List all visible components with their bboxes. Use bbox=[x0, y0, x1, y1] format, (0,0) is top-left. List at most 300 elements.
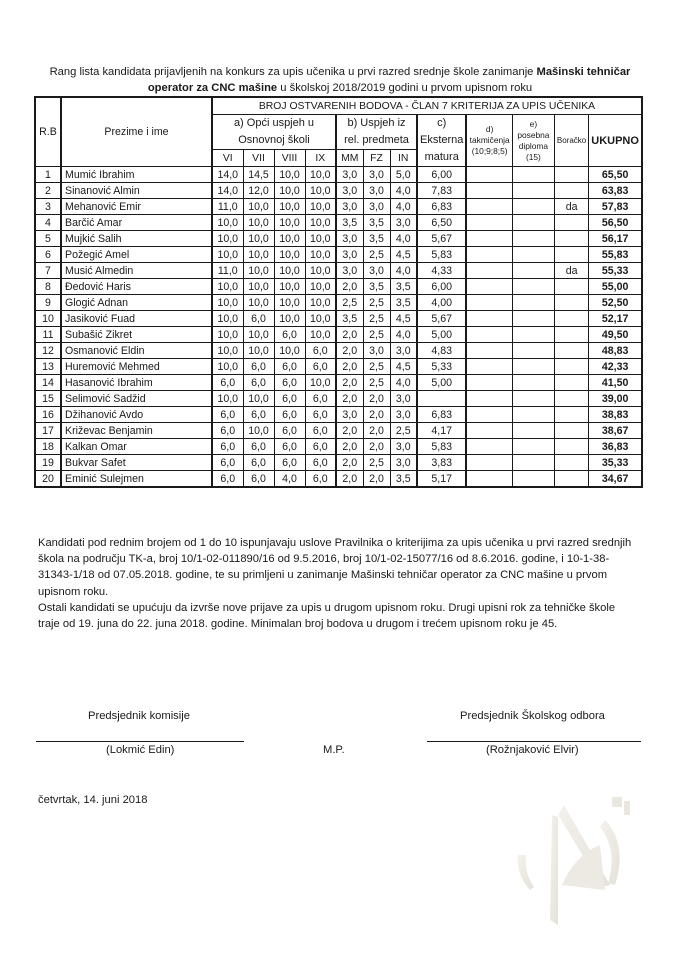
in-cell: 3,0 bbox=[390, 455, 417, 471]
boracko-cell bbox=[554, 407, 588, 423]
vii-cell: 10,0 bbox=[243, 231, 274, 247]
diploma-cell bbox=[512, 407, 554, 423]
table-row bbox=[35, 279, 642, 295]
fz-cell: 2,5 bbox=[363, 327, 390, 343]
matura-cell: 5,83 bbox=[417, 439, 466, 455]
ix-cell: 10,0 bbox=[305, 215, 336, 231]
vi-cell: 14,0 bbox=[212, 167, 243, 183]
takmicenja-cell bbox=[466, 215, 512, 231]
mm-cell: 3,5 bbox=[336, 215, 363, 231]
fz-cell: 3,0 bbox=[363, 199, 390, 215]
vii-cell: 6,0 bbox=[243, 375, 274, 391]
rb-cell: 20 bbox=[35, 471, 61, 488]
name-cell: Eminić Sulejmen bbox=[61, 471, 212, 488]
name-cell: Selimović Sadžid bbox=[61, 391, 212, 407]
vii-cell: 6,0 bbox=[243, 471, 274, 488]
takmicenja-cell bbox=[466, 359, 512, 375]
fz-cell: 3,5 bbox=[363, 215, 390, 231]
ix-cell: 10,0 bbox=[305, 295, 336, 311]
fz-cell: 3,0 bbox=[363, 167, 390, 183]
in-cell: 3,5 bbox=[390, 295, 417, 311]
table-row bbox=[35, 391, 642, 407]
fz-cell: 2,0 bbox=[363, 407, 390, 423]
vi-cell: 10,0 bbox=[212, 359, 243, 375]
vii-cell: 10,0 bbox=[243, 391, 274, 407]
fz-cell: 2,5 bbox=[363, 359, 390, 375]
boracko-cell bbox=[554, 247, 588, 263]
viii-cell: 10,0 bbox=[274, 183, 305, 199]
ix-cell: 6,0 bbox=[305, 407, 336, 423]
name-cell: Subašić Zikret bbox=[61, 327, 212, 343]
vii-cell: 6,0 bbox=[243, 407, 274, 423]
in-cell: 3,5 bbox=[390, 471, 417, 488]
in-cell: 4,5 bbox=[390, 311, 417, 327]
diploma-cell bbox=[512, 183, 554, 199]
name-cell: Bukvar Safet bbox=[61, 455, 212, 471]
header-c: c) Eksterna matura bbox=[417, 115, 466, 167]
rb-cell: 13 bbox=[35, 359, 61, 375]
ix-cell: 6,0 bbox=[305, 471, 336, 488]
name-cell: Požegić Amel bbox=[61, 247, 212, 263]
rb-cell: 6 bbox=[35, 247, 61, 263]
mm-cell: 3,0 bbox=[336, 407, 363, 423]
boracko-cell bbox=[554, 471, 588, 488]
in-cell: 4,5 bbox=[390, 247, 417, 263]
right-signature-name: (Rožnjaković Elvir) bbox=[486, 744, 579, 756]
ukupno-cell: 57,83 bbox=[589, 199, 642, 215]
matura-cell: 7,83 bbox=[417, 183, 466, 199]
ukupno-cell: 48,83 bbox=[589, 343, 642, 359]
viii-cell: 10,0 bbox=[274, 279, 305, 295]
name-cell: Glogić Adnan bbox=[61, 295, 212, 311]
vii-cell: 10,0 bbox=[243, 263, 274, 279]
diploma-cell bbox=[512, 471, 554, 488]
diploma-cell bbox=[512, 359, 554, 375]
diploma-cell bbox=[512, 279, 554, 295]
vii-cell: 10,0 bbox=[243, 199, 274, 215]
takmicenja-cell bbox=[466, 439, 512, 455]
boracko-cell bbox=[554, 327, 588, 343]
ukupno-cell: 35,33 bbox=[589, 455, 642, 471]
vi-cell: 10,0 bbox=[212, 311, 243, 327]
in-cell: 3,0 bbox=[390, 343, 417, 359]
boracko-cell bbox=[554, 295, 588, 311]
boracko-cell bbox=[554, 183, 588, 199]
header-vi: VI bbox=[212, 150, 243, 167]
table-row bbox=[35, 247, 642, 263]
takmicenja-cell bbox=[466, 327, 512, 343]
boracko-cell bbox=[554, 279, 588, 295]
name-cell: Mehanović Emir bbox=[61, 199, 212, 215]
boracko-cell bbox=[554, 231, 588, 247]
name-cell: Osmanović Eldin bbox=[61, 343, 212, 359]
fz-cell: 2,5 bbox=[363, 311, 390, 327]
viii-cell: 6,0 bbox=[274, 375, 305, 391]
mm-cell: 3,5 bbox=[336, 311, 363, 327]
in-cell: 3,5 bbox=[390, 279, 417, 295]
ukupno-cell: 55,00 bbox=[589, 279, 642, 295]
vii-cell: 10,0 bbox=[243, 327, 274, 343]
ukupno-cell: 52,17 bbox=[589, 311, 642, 327]
diploma-cell bbox=[512, 423, 554, 439]
fz-cell: 3,5 bbox=[363, 231, 390, 247]
ix-cell: 10,0 bbox=[305, 167, 336, 183]
boracko-cell bbox=[554, 311, 588, 327]
table-row bbox=[35, 167, 642, 183]
in-cell: 4,0 bbox=[390, 375, 417, 391]
viii-cell: 4,0 bbox=[274, 471, 305, 488]
rb-cell: 17 bbox=[35, 423, 61, 439]
mm-cell: 2,0 bbox=[336, 439, 363, 455]
matura-cell: 6,50 bbox=[417, 215, 466, 231]
boracko-cell bbox=[554, 423, 588, 439]
takmicenja-cell bbox=[466, 471, 512, 488]
name-cell: Sinanović Almin bbox=[61, 183, 212, 199]
takmicenja-cell bbox=[466, 391, 512, 407]
matura-cell: 4,00 bbox=[417, 295, 466, 311]
boracko-cell: da bbox=[554, 263, 588, 279]
fz-cell: 2,0 bbox=[363, 439, 390, 455]
vi-cell: 10,0 bbox=[212, 231, 243, 247]
takmicenja-cell bbox=[466, 375, 512, 391]
matura-cell: 4,83 bbox=[417, 343, 466, 359]
vii-cell: 10,0 bbox=[243, 215, 274, 231]
viii-cell: 6,0 bbox=[274, 407, 305, 423]
ix-cell: 10,0 bbox=[305, 231, 336, 247]
mm-cell: 3,0 bbox=[336, 167, 363, 183]
name-cell: Musić Almedin bbox=[61, 263, 212, 279]
diploma-cell bbox=[512, 343, 554, 359]
rb-cell: 19 bbox=[35, 455, 61, 471]
notice-text bbox=[38, 535, 638, 632]
diploma-cell bbox=[512, 231, 554, 247]
ukupno-cell: 36,83 bbox=[589, 439, 642, 455]
viii-cell: 10,0 bbox=[274, 295, 305, 311]
table-row bbox=[35, 375, 642, 391]
table-row bbox=[35, 455, 642, 471]
takmicenja-cell bbox=[466, 455, 512, 471]
takmicenja-cell bbox=[466, 407, 512, 423]
name-cell: Jasiković Fuad bbox=[61, 311, 212, 327]
vii-cell: 10,0 bbox=[243, 295, 274, 311]
takmicenja-cell bbox=[466, 295, 512, 311]
vi-cell: 6,0 bbox=[212, 455, 243, 471]
table-body bbox=[35, 167, 642, 488]
mm-cell: 2,0 bbox=[336, 327, 363, 343]
ukupno-cell: 56,17 bbox=[589, 231, 642, 247]
diploma-cell bbox=[512, 263, 554, 279]
vi-cell: 11,0 bbox=[212, 199, 243, 215]
diploma-cell bbox=[512, 391, 554, 407]
vi-cell: 6,0 bbox=[212, 439, 243, 455]
viii-cell: 10,0 bbox=[274, 231, 305, 247]
viii-cell: 10,0 bbox=[274, 215, 305, 231]
in-cell: 4,0 bbox=[390, 231, 417, 247]
table-row bbox=[35, 199, 642, 215]
in-cell: 4,5 bbox=[390, 359, 417, 375]
takmicenja-cell bbox=[466, 423, 512, 439]
rb-cell: 18 bbox=[35, 439, 61, 455]
mm-cell: 3,0 bbox=[336, 247, 363, 263]
in-cell: 3,0 bbox=[390, 407, 417, 423]
name-cell: Kalkan Omar bbox=[61, 439, 212, 455]
ix-cell: 6,0 bbox=[305, 455, 336, 471]
ix-cell: 6,0 bbox=[305, 391, 336, 407]
viii-cell: 6,0 bbox=[274, 359, 305, 375]
mm-cell: 3,0 bbox=[336, 199, 363, 215]
ukupno-cell: 38,67 bbox=[589, 423, 642, 439]
diploma-cell bbox=[512, 439, 554, 455]
ix-cell: 10,0 bbox=[305, 311, 336, 327]
ukupno-cell: 55,33 bbox=[589, 263, 642, 279]
matura-cell: 5,00 bbox=[417, 375, 466, 391]
ix-cell: 10,0 bbox=[305, 279, 336, 295]
boracko-cell bbox=[554, 359, 588, 375]
vii-cell: 6,0 bbox=[243, 455, 274, 471]
takmicenja-cell bbox=[466, 183, 512, 199]
viii-cell: 6,0 bbox=[274, 423, 305, 439]
viii-cell: 10,0 bbox=[274, 263, 305, 279]
rb-cell: 10 bbox=[35, 311, 61, 327]
title-text-end: u školskoj 2018/2019 godini u prvom upisnom roku bbox=[277, 82, 533, 94]
diploma-cell bbox=[512, 199, 554, 215]
ukupno-cell: 34,67 bbox=[589, 471, 642, 488]
table-row bbox=[35, 359, 642, 375]
matura-cell: 6,83 bbox=[417, 407, 466, 423]
fz-cell: 2,5 bbox=[363, 295, 390, 311]
rb-cell: 8 bbox=[35, 279, 61, 295]
matura-cell: 5,83 bbox=[417, 247, 466, 263]
ukupno-cell: 38,83 bbox=[589, 407, 642, 423]
right-signature-title: Predsjednik Školskog odbora bbox=[460, 710, 605, 722]
viii-cell: 10,0 bbox=[274, 199, 305, 215]
diploma-cell bbox=[512, 311, 554, 327]
mm-cell: 2,0 bbox=[336, 455, 363, 471]
takmicenja-cell bbox=[466, 231, 512, 247]
matura-cell: 6,83 bbox=[417, 199, 466, 215]
document-date: četvrtak, 14. juni 2018 bbox=[38, 794, 148, 806]
table-row bbox=[35, 471, 642, 488]
matura-cell: 5,17 bbox=[417, 471, 466, 488]
table-row bbox=[35, 295, 642, 311]
in-cell: 3,0 bbox=[390, 439, 417, 455]
name-cell: Barčić Amar bbox=[61, 215, 212, 231]
ukupno-cell: 55,83 bbox=[589, 247, 642, 263]
rb-cell: 15 bbox=[35, 391, 61, 407]
left-signature-title: Predsjednik komisije bbox=[88, 710, 190, 722]
vi-cell: 6,0 bbox=[212, 423, 243, 439]
matura-cell: 5,67 bbox=[417, 311, 466, 327]
rb-cell: 1 bbox=[35, 167, 61, 183]
vi-cell: 10,0 bbox=[212, 295, 243, 311]
diploma-cell bbox=[512, 327, 554, 343]
vi-cell: 10,0 bbox=[212, 247, 243, 263]
mm-cell: 2,0 bbox=[336, 359, 363, 375]
rb-cell: 9 bbox=[35, 295, 61, 311]
mm-cell: 3,0 bbox=[336, 263, 363, 279]
fz-cell: 3,5 bbox=[363, 279, 390, 295]
vii-cell: 6,0 bbox=[243, 359, 274, 375]
vii-cell: 6,0 bbox=[243, 311, 274, 327]
rb-cell: 7 bbox=[35, 263, 61, 279]
vi-cell: 14,0 bbox=[212, 183, 243, 199]
mm-cell: 2,0 bbox=[336, 423, 363, 439]
vi-cell: 10,0 bbox=[212, 215, 243, 231]
notice-paragraph-1: Kandidati pod rednim brojem od 1 do 10 ispunjavaju uslove Pravilnika o kriterijima za upis učenika u prvi razred srednjih škola na području TK-a, broj 10/1-02-011890/16 od 9.5.2016, broj 10/1-02-15077/16 od 8.6.2016. godine, i 10-1-38-31343-1/18 od 07.05.2018. godine, te su primljeni u zanimanje Mašinski tehničar operator za CNC mašine u prvom upisnom roku. bbox=[38, 537, 632, 598]
ranking-table bbox=[34, 96, 643, 488]
rb-cell: 3 bbox=[35, 199, 61, 215]
header-name: Prezime i ime bbox=[61, 97, 212, 167]
mm-cell: 3,0 bbox=[336, 183, 363, 199]
in-cell: 5,0 bbox=[390, 167, 417, 183]
viii-cell: 6,0 bbox=[274, 391, 305, 407]
table-row bbox=[35, 231, 642, 247]
fz-cell: 2,0 bbox=[363, 471, 390, 488]
boracko-cell bbox=[554, 439, 588, 455]
name-cell: Hasanović Ibrahim bbox=[61, 375, 212, 391]
fz-cell: 3,0 bbox=[363, 263, 390, 279]
ukupno-cell: 49,50 bbox=[589, 327, 642, 343]
matura-cell bbox=[417, 391, 466, 407]
fz-cell: 3,0 bbox=[363, 343, 390, 359]
ix-cell: 10,0 bbox=[305, 199, 336, 215]
header-fz: FZ bbox=[363, 150, 390, 167]
school-logo-icon bbox=[500, 775, 650, 935]
vi-cell: 11,0 bbox=[212, 263, 243, 279]
viii-cell: 10,0 bbox=[274, 247, 305, 263]
ukupno-cell: 39,00 bbox=[589, 391, 642, 407]
vii-cell: 10,0 bbox=[243, 343, 274, 359]
stamp-label: M.P. bbox=[323, 744, 345, 756]
mm-cell: 2,0 bbox=[336, 279, 363, 295]
header-d: d) takmičenja (10;9;8;5) bbox=[466, 115, 512, 167]
boracko-cell bbox=[554, 343, 588, 359]
in-cell: 4,0 bbox=[390, 183, 417, 199]
header-e: e) posebna diploma (15) bbox=[512, 115, 554, 167]
in-cell: 2,5 bbox=[390, 423, 417, 439]
takmicenja-cell bbox=[466, 263, 512, 279]
diploma-cell bbox=[512, 167, 554, 183]
document-title bbox=[30, 64, 650, 96]
diploma-cell bbox=[512, 295, 554, 311]
name-cell: Džihanović Avdo bbox=[61, 407, 212, 423]
title-text: Rang lista kandidata prijavljenih na konkurs za upis učenika u prvi razred srednje škole zanimanje bbox=[49, 66, 537, 78]
matura-cell: 4,17 bbox=[417, 423, 466, 439]
viii-cell: 10,0 bbox=[274, 167, 305, 183]
viii-cell: 6,0 bbox=[274, 327, 305, 343]
rb-cell: 16 bbox=[35, 407, 61, 423]
header-group-title: BROJ OSTVARENIH BODOVA - ČLAN 7 KRITERIJA ZA UPIS UČENIKA bbox=[212, 97, 642, 115]
matura-cell: 6,00 bbox=[417, 279, 466, 295]
ix-cell: 6,0 bbox=[305, 423, 336, 439]
header-ukupno: UKUPNO bbox=[589, 115, 642, 167]
rb-cell: 5 bbox=[35, 231, 61, 247]
ukupno-cell: 56,50 bbox=[589, 215, 642, 231]
in-cell: 4,0 bbox=[390, 199, 417, 215]
takmicenja-cell bbox=[466, 247, 512, 263]
takmicenja-cell bbox=[466, 199, 512, 215]
vii-cell: 14,5 bbox=[243, 167, 274, 183]
ukupno-cell: 52,50 bbox=[589, 295, 642, 311]
vi-cell: 10,0 bbox=[212, 279, 243, 295]
header-vii: VII bbox=[243, 150, 274, 167]
vi-cell: 6,0 bbox=[212, 407, 243, 423]
table-row bbox=[35, 311, 642, 327]
header-ix: IX bbox=[305, 150, 336, 167]
table-row bbox=[35, 183, 642, 199]
takmicenja-cell bbox=[466, 279, 512, 295]
diploma-cell bbox=[512, 455, 554, 471]
table-row bbox=[35, 439, 642, 455]
ix-cell: 6,0 bbox=[305, 359, 336, 375]
header-mm: MM bbox=[336, 150, 363, 167]
in-cell: 4,0 bbox=[390, 327, 417, 343]
fz-cell: 2,5 bbox=[363, 375, 390, 391]
vii-cell: 6,0 bbox=[243, 439, 274, 455]
name-cell: Đedović Haris bbox=[61, 279, 212, 295]
takmicenja-cell bbox=[466, 167, 512, 183]
table-row bbox=[35, 343, 642, 359]
fz-cell: 3,0 bbox=[363, 183, 390, 199]
left-signature-line bbox=[36, 741, 244, 742]
vi-cell: 6,0 bbox=[212, 375, 243, 391]
rb-cell: 14 bbox=[35, 375, 61, 391]
matura-cell: 5,67 bbox=[417, 231, 466, 247]
diploma-cell bbox=[512, 215, 554, 231]
boracko-cell bbox=[554, 375, 588, 391]
ix-cell: 6,0 bbox=[305, 343, 336, 359]
right-signature-line bbox=[427, 741, 641, 742]
viii-cell: 10,0 bbox=[274, 311, 305, 327]
diploma-cell bbox=[512, 375, 554, 391]
mm-cell: 2,0 bbox=[336, 391, 363, 407]
notice-paragraph-2: Ostali kandidati se upućuju da izvrše nove prijave za upis u drugom upisnom roku. Drugi upisni rok za tehničke škole traje od 19. juna do 22. juna 2018. godine. Minimalan broj bodova u drugom i trećem upisnom roku je 45. bbox=[38, 601, 616, 631]
fz-cell: 2,0 bbox=[363, 391, 390, 407]
ukupno-cell: 65,50 bbox=[589, 167, 642, 183]
in-cell: 3,0 bbox=[390, 391, 417, 407]
table-row bbox=[35, 407, 642, 423]
takmicenja-cell bbox=[466, 311, 512, 327]
table-row bbox=[35, 263, 642, 279]
takmicenja-cell bbox=[466, 343, 512, 359]
header-viii: VIII bbox=[274, 150, 305, 167]
ix-cell: 10,0 bbox=[305, 183, 336, 199]
mm-cell: 2,0 bbox=[336, 375, 363, 391]
header-b: b) Uspjeh iz rel. predmeta bbox=[336, 115, 417, 150]
rb-cell: 11 bbox=[35, 327, 61, 343]
name-cell: Huremović Mehmed bbox=[61, 359, 212, 375]
vi-cell: 10,0 bbox=[212, 391, 243, 407]
left-signature-name: (Lokmić Edin) bbox=[106, 744, 175, 756]
mm-cell: 2,0 bbox=[336, 343, 363, 359]
ukupno-cell: 63,83 bbox=[589, 183, 642, 199]
fz-cell: 2,0 bbox=[363, 423, 390, 439]
name-cell: Križevac Benjamin bbox=[61, 423, 212, 439]
boracko-cell bbox=[554, 167, 588, 183]
boracko-cell bbox=[554, 215, 588, 231]
vii-cell: 10,0 bbox=[243, 247, 274, 263]
vi-cell: 6,0 bbox=[212, 471, 243, 488]
ix-cell: 6,0 bbox=[305, 439, 336, 455]
rb-cell: 12 bbox=[35, 343, 61, 359]
ukupno-cell: 41,50 bbox=[589, 375, 642, 391]
table-row bbox=[35, 215, 642, 231]
vii-cell: 12,0 bbox=[243, 183, 274, 199]
header-rb: R.B bbox=[35, 97, 61, 167]
ix-cell: 10,0 bbox=[305, 247, 336, 263]
ix-cell: 10,0 bbox=[305, 375, 336, 391]
viii-cell: 6,0 bbox=[274, 455, 305, 471]
